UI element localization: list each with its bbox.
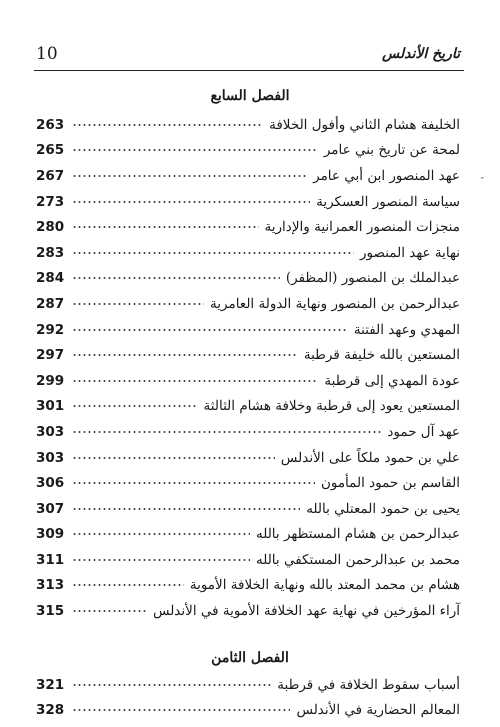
dot-leader	[72, 606, 147, 616]
toc-entry	[36, 266, 460, 292]
toc-entry-title: سياسة المنصور العسكرية	[316, 193, 460, 210]
toc-entry-title: الخليفة هشام الثاني وأفول الخلافة	[269, 116, 460, 133]
dot-leader	[72, 401, 198, 411]
toc-entry	[36, 138, 460, 164]
dot-leader	[72, 555, 250, 565]
margin-mark: -	[477, 169, 487, 185]
dot-leader	[72, 273, 280, 283]
toc-entry-title: عهد المنصور ابن أبي عامر	[313, 167, 460, 184]
toc-entry-title: عبدالملك بن المنصور (المظفر)	[285, 270, 460, 287]
dot-leader	[72, 478, 315, 488]
dot-leader	[72, 504, 300, 514]
dot-leader	[72, 427, 381, 437]
toc-entry-title: هشام بن محمد المعتد بالله ونهاية الخلافة الأموية	[189, 577, 460, 594]
dot-leader	[72, 376, 318, 386]
toc-entry	[36, 240, 460, 266]
toc-entry-title: آراء المؤرخين في نهاية عهد الخلافة الأموية في الأندلس	[152, 603, 460, 620]
toc-page-number: 287	[36, 295, 65, 312]
toc-entry-title: أسباب سقوط الخلافة في قرطبة	[277, 676, 460, 693]
toc-page-number: 267	[36, 167, 65, 184]
chapter-7-title: الفصل السابع	[210, 88, 290, 104]
toc-page-number: 280	[36, 219, 65, 236]
toc-entry	[36, 189, 460, 215]
toc-page-number: 263	[36, 116, 65, 133]
toc-page-number: 273	[36, 193, 65, 210]
toc-entry	[36, 163, 460, 189]
toc-entry-title: محمد بن عبدالرحمن المستكفي بالله	[255, 551, 460, 568]
toc-entry-title: المستعين يعود إلى قرطبة وخلافة هشام الثالثة	[203, 398, 460, 415]
toc-entry	[36, 342, 460, 368]
toc-page-number: 321	[36, 676, 65, 693]
page-number: 10	[36, 44, 58, 64]
toc-page-number: 283	[36, 244, 65, 261]
toc-entry-title: علي بن حمود ملكاً على الأندلس	[280, 449, 460, 466]
chapter-8-toc	[36, 672, 460, 723]
toc-entry	[36, 394, 460, 420]
toc-page-number: 328	[36, 702, 65, 719]
dot-leader	[72, 680, 271, 690]
toc-entry	[36, 470, 460, 496]
toc-entry-title: يحيى بن حمود المعتلي بالله	[306, 500, 460, 517]
toc-page-number: 284	[36, 270, 65, 287]
toc-page-number: 307	[36, 500, 65, 517]
toc-entry	[36, 672, 460, 698]
toc-page-number: 315	[36, 603, 65, 620]
chapter-8-title: الفصل الثامن	[211, 650, 289, 666]
toc-entry	[36, 214, 460, 240]
toc-page-number: 265	[36, 142, 65, 159]
dot-leader	[72, 350, 298, 360]
dot-leader	[72, 325, 348, 335]
toc-page-number: 309	[36, 526, 65, 543]
toc-entry	[36, 522, 460, 548]
toc-entry	[36, 496, 460, 522]
toc-entry-title: نهاية عهد المنصور	[360, 244, 460, 261]
toc-entry	[36, 112, 460, 138]
toc-entry-title: عبدالرحمن بن المنصور ونهاية الدولة العامرية	[210, 295, 460, 312]
dot-leader	[72, 580, 184, 590]
dot-leader	[72, 529, 250, 539]
toc-entry	[36, 368, 460, 394]
page-header	[34, 40, 464, 71]
dot-leader	[72, 197, 310, 207]
toc-entry	[36, 317, 460, 343]
toc-entry	[36, 698, 460, 724]
toc-page-number: 311	[36, 551, 65, 568]
dot-leader	[72, 248, 354, 258]
dot-leader	[72, 299, 204, 309]
toc-page-number: 299	[36, 372, 65, 389]
dot-leader	[72, 171, 307, 181]
chapter-7-toc	[36, 112, 460, 624]
toc-entry-title: المعالم الحضارية في الأندلس	[296, 702, 460, 719]
toc-entry-title: عهد آل حمود	[387, 423, 460, 440]
toc-page-number: 303	[36, 423, 65, 440]
toc-entry	[36, 598, 460, 624]
toc-page-number: 292	[36, 321, 65, 338]
dot-leader	[72, 145, 318, 155]
toc-entry-title: منجزات المنصور العمرانية والإدارية	[264, 219, 460, 236]
dot-leader	[72, 453, 275, 463]
toc-entry-title: عودة المهدي إلى قرطبة	[324, 372, 460, 389]
toc-entry-title: المهدي وعهد الفتنة	[353, 321, 460, 338]
toc-entry	[36, 419, 460, 445]
dot-leader	[72, 222, 259, 232]
dot-leader	[72, 705, 290, 715]
toc-page-number: 297	[36, 347, 65, 364]
toc-page-number: 303	[36, 449, 65, 466]
toc-entry	[36, 291, 460, 317]
dot-leader	[72, 120, 263, 130]
book-title: تاريخ الأندلس	[382, 46, 460, 62]
toc-page-number: 306	[36, 475, 65, 492]
toc-entry	[36, 547, 460, 573]
toc-entry-title: المستعين بالله خليفة قرطبة	[303, 347, 460, 364]
toc-entry	[36, 445, 460, 471]
toc-entry-title: القاسم بن حمود المأمون	[320, 475, 460, 492]
toc-page-number: 313	[36, 577, 65, 594]
toc-page-number: 301	[36, 398, 65, 415]
toc-entry	[36, 573, 460, 599]
toc-entry-title: عبدالرحمن بن هشام المستظهر بالله	[255, 526, 460, 543]
toc-entry-title: لمحة عن تاريخ بني عامر	[323, 142, 460, 159]
